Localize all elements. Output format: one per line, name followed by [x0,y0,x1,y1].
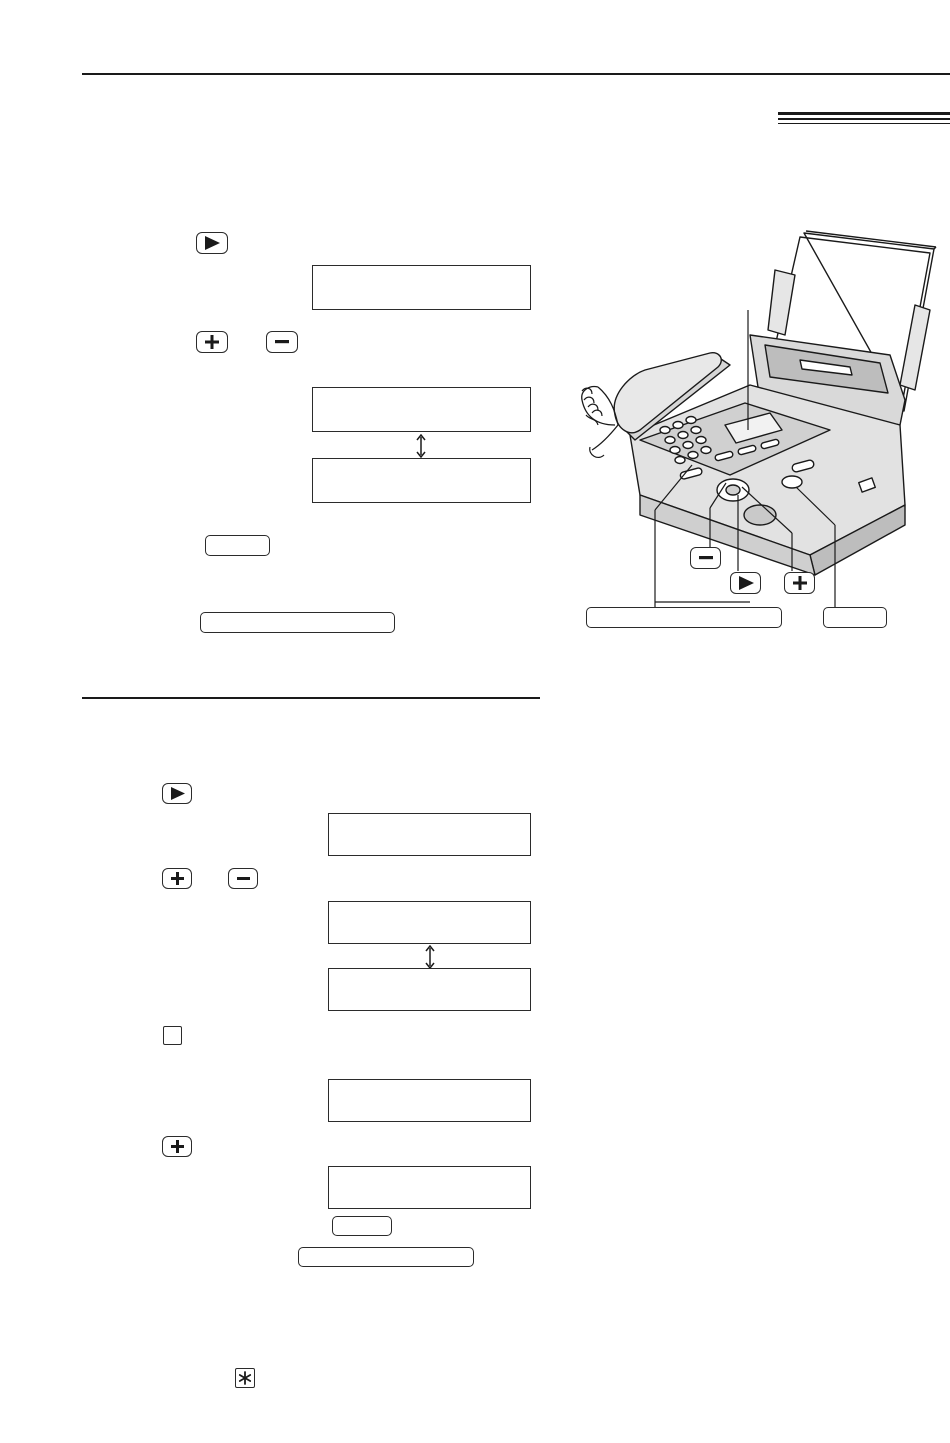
plus-key[interactable] [196,331,228,353]
display-2-step1 [328,813,531,856]
play-icon [170,787,185,800]
minus-icon [699,556,713,560]
section-marker-top [778,112,950,115]
menu-key-long-2[interactable] [298,1247,474,1267]
header-rule [82,73,950,75]
minus-icon [237,877,250,881]
plus-icon [793,576,807,590]
illus-long-key [586,607,782,628]
plus-key-3[interactable] [162,1136,192,1157]
set-key-2[interactable] [332,1216,392,1236]
illus-minus-key [690,547,721,569]
double-arrow-icon [415,434,427,458]
display-2-step3 [328,1079,531,1122]
illus-plus-key [784,572,815,594]
minus-key[interactable] [266,331,298,353]
play-key[interactable] [196,232,228,254]
double-arrow-icon [424,945,436,969]
plus-icon [171,1140,184,1153]
display-step1 [312,265,531,310]
minus-icon [275,340,289,344]
display-2-step2-option-a [328,901,531,944]
plus-icon [171,872,184,885]
play-icon [738,576,754,590]
play-icon [204,236,220,250]
toggle-arrow-2 [424,945,436,969]
toggle-arrow-1 [415,434,427,458]
plus-key-2[interactable] [162,868,192,889]
menu-key-long[interactable] [200,612,395,633]
section-marker-bottom [778,123,950,124]
illus-play-key [730,572,761,594]
section-marker-mid [778,118,950,120]
section-divider [82,697,540,699]
star-key[interactable] [235,1368,255,1388]
display-2-step2-option-b [328,968,531,1011]
play-key-2[interactable] [162,783,192,804]
display-step2-option-a [312,387,531,432]
display-step2-option-b [312,458,531,503]
plus-icon [205,335,219,349]
display-2-step4 [328,1166,531,1209]
illus-right-key [823,607,887,628]
star-icon [238,1371,252,1385]
number-key[interactable] [163,1026,182,1045]
minus-key-2[interactable] [228,868,258,889]
set-key[interactable] [205,535,270,556]
